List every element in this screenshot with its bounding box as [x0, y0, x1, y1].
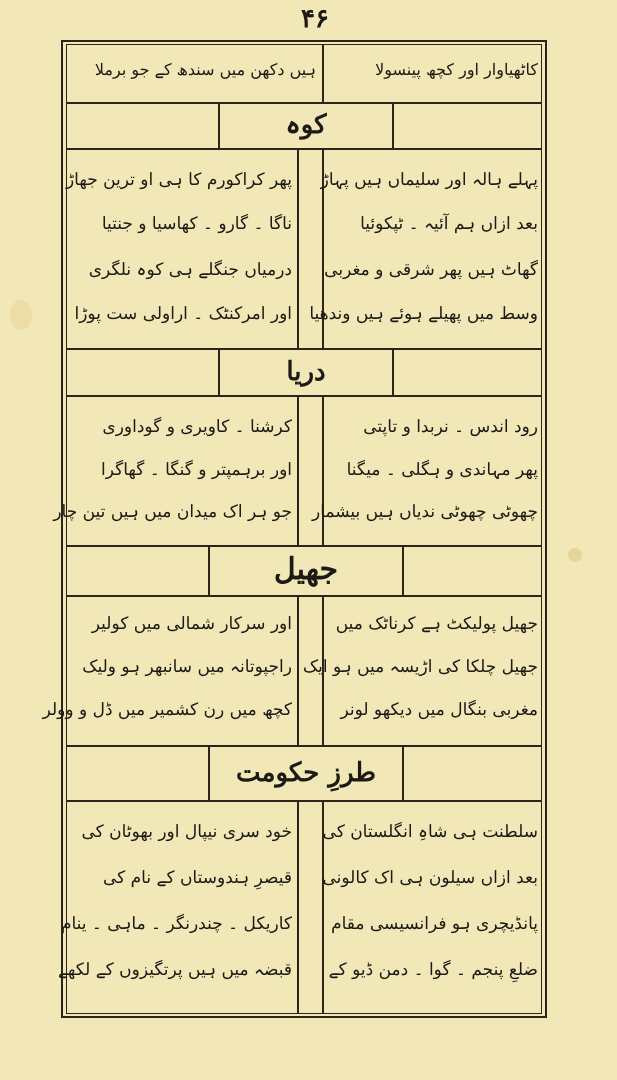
- verse-line: گھاٹ ہیں پھر شرقی و مغربی: [324, 260, 538, 280]
- intro-left: ہیں دکھن میں سندھ کے جو برملا: [94, 60, 316, 79]
- verse-line: پہلے ہالہ اور سلیماں ہیں پہاڑ: [320, 170, 538, 190]
- column-divider: [322, 44, 324, 104]
- section-heading: جھیل: [273, 552, 339, 587]
- verse-line: بعد ازاں ہم آئیہ ۔ ٹپکوئیا: [360, 214, 538, 234]
- verse-line: وسط میں پھیلے ہوئے ہیں وندھیا: [309, 304, 538, 324]
- verse-line: مغربی بنگال میں دیکھو لونر: [340, 700, 538, 720]
- verse-line: جھیل چلکا کی اڑیسہ میں ہو ایک: [302, 657, 538, 677]
- verse-line: رود اندس ۔ نربدا و تاپتی: [363, 417, 538, 437]
- rule: [66, 102, 542, 104]
- heading-box-edge: [402, 545, 404, 595]
- heading-box-edge: [392, 102, 394, 148]
- verse-line: اور سرکار شمالی میں کولیر: [91, 614, 292, 634]
- verse-line: خود سری نیپال اور بھوٹان کی: [81, 822, 292, 842]
- verse-line: اور برہمپتر و گنگا ۔ گھاگرا: [101, 460, 292, 480]
- verse-line: پھر مہاندی و ہگلی ۔ میگنا: [346, 460, 538, 480]
- verse-line: پانڈیچری ہو فرانسیسی مقام: [331, 914, 538, 934]
- section-heading: طرزِ حکومت: [236, 758, 376, 788]
- rule: [66, 148, 542, 150]
- verse-line: پھر کراکورم کا ہی او ترین جھاڑ: [65, 170, 292, 190]
- section-heading: دریا: [286, 357, 326, 387]
- heading-box-edge: [208, 545, 210, 595]
- verse-line: اور امرکنٹک ۔ اراولی ست پوڑا: [74, 304, 292, 324]
- rule: [66, 595, 542, 597]
- paper-stain: [10, 300, 32, 330]
- heading-box-edge: [208, 745, 210, 800]
- rule: [66, 348, 542, 350]
- section-heading: کوہ: [285, 110, 327, 140]
- verse-line: بعد ازاں سیلون ہی اک کالونی: [322, 868, 538, 888]
- verse-line: کاریکل ۔ چندرنگر ۔ ماہی ۔ ینام: [60, 914, 292, 934]
- verse-line: سلطنت ہی شاہِ انگلستان کی: [322, 822, 538, 842]
- verse-line: قیصرِ ہندوستاں کے نام کی: [102, 868, 292, 888]
- heading-box-edge: [218, 102, 220, 148]
- heading-box-edge: [402, 745, 404, 800]
- heading-box-edge: [392, 348, 394, 395]
- verse-line: ضلعِ پنجم ۔ گوا ۔ دمن ڈیو کے: [328, 960, 538, 980]
- column-divider: [297, 395, 299, 545]
- rule: [66, 745, 542, 747]
- column-divider: [297, 800, 299, 1014]
- column-divider: [297, 150, 299, 348]
- rule: [66, 800, 542, 802]
- paper-stain: [568, 548, 582, 562]
- verse-line: راجپوتانہ میں سانبھر ہو ولیک: [82, 657, 292, 677]
- verse-line: ناگا ۔ گارو ۔ کھاسیا و جنتیا: [101, 214, 292, 234]
- verse-line: قبضہ میں ہیں پرتگیزوں کے لکھے: [57, 960, 292, 980]
- page-number: ۴۶: [301, 4, 329, 34]
- verse-line: چھوٹی چھوٹی ندیاں ہیں بیشمار: [312, 502, 538, 522]
- verse-line: کچھ میں رن کشمیر میں ڈل و وولر: [42, 700, 292, 720]
- rule: [66, 395, 542, 397]
- verse-line: جھیل پولیکٹ ہے کرناٹک میں: [335, 614, 538, 634]
- verse-line: جو ہر اک میدان میں ہیں تین چار: [53, 502, 292, 522]
- intro-right: کاٹھیاوار اور کچھ پینسولا: [375, 60, 538, 79]
- heading-box-edge: [218, 348, 220, 395]
- verse-line: کرشنا ۔ کاویری و گوداوری: [102, 417, 292, 437]
- column-divider: [297, 595, 299, 745]
- rule: [66, 545, 542, 547]
- verse-line: درمیاں جنگلے ہی کوہ نلگری: [88, 260, 292, 280]
